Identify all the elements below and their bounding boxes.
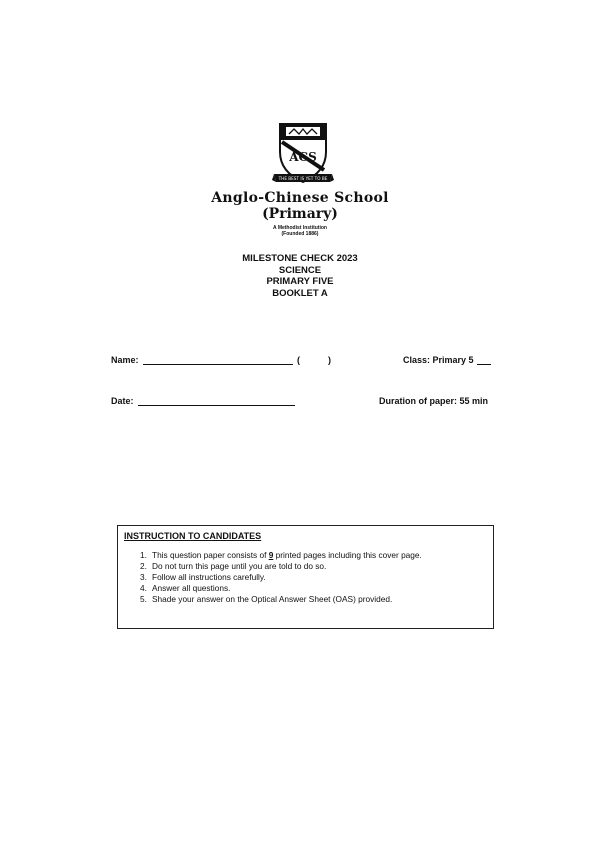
instruction-number: 5.	[140, 594, 147, 604]
instruction-number: 2.	[140, 561, 147, 571]
duration-label: Duration of paper: 55 min	[379, 396, 489, 406]
class-field	[403, 355, 491, 365]
instruction-number: 1.	[140, 550, 147, 560]
instruction-text: Shade your answer on the Optical Answer Sheet (OAS) provided.	[152, 594, 393, 604]
exam-title-block	[0, 253, 600, 299]
name-blank-line[interactable]	[143, 355, 293, 365]
school-tagline: A Methodist Institution	[273, 225, 327, 231]
instruction-item	[140, 572, 422, 583]
instructions-box	[117, 525, 494, 629]
instruction-text: This question paper consists of	[152, 550, 269, 560]
school-name-sub: (Primary)	[262, 206, 338, 222]
name-field	[111, 355, 331, 365]
register-number-open: (	[297, 355, 301, 365]
instructions-list	[140, 550, 422, 605]
name-label: Name:	[111, 355, 139, 365]
date-field	[111, 396, 295, 406]
instruction-text: Do not turn this page until you are told to do so.	[152, 561, 327, 571]
svg-text:ACS: ACS	[289, 150, 317, 164]
instruction-item	[140, 561, 422, 572]
exam-level: PRIMARY FIVE	[266, 276, 334, 287]
class-label: Class: Primary 5	[403, 355, 474, 365]
school-crest-logo	[272, 118, 334, 192]
instruction-text: Answer all questions.	[152, 583, 231, 593]
exam-booklet: BOOKLET A	[272, 287, 328, 299]
instruction-item	[140, 550, 422, 561]
instruction-number: 4.	[140, 583, 147, 593]
page-count: 9	[268, 550, 274, 560]
school-founded: (Founded 1886)	[281, 231, 319, 237]
date-label: Date:	[111, 396, 134, 406]
exam-title: MILESTONE CHECK 2023	[242, 253, 358, 264]
instruction-number: 3.	[140, 572, 147, 582]
register-number-close: )	[328, 355, 332, 365]
class-blank-line[interactable]	[477, 355, 491, 365]
exam-subject: SCIENCE	[278, 264, 322, 276]
instruction-item	[140, 583, 422, 594]
instructions-heading: INSTRUCTION TO CANDIDATES	[124, 531, 262, 541]
instruction-item	[140, 594, 422, 605]
date-blank-line[interactable]	[138, 396, 295, 406]
instruction-text-end: printed pages including this cover page.	[273, 550, 422, 560]
svg-text:THE BEST IS YET TO BE: THE BEST IS YET TO BE	[278, 176, 328, 181]
school-name: Anglo-Chinese School	[211, 190, 389, 206]
instruction-text: Follow all instructions carefully.	[152, 572, 266, 582]
